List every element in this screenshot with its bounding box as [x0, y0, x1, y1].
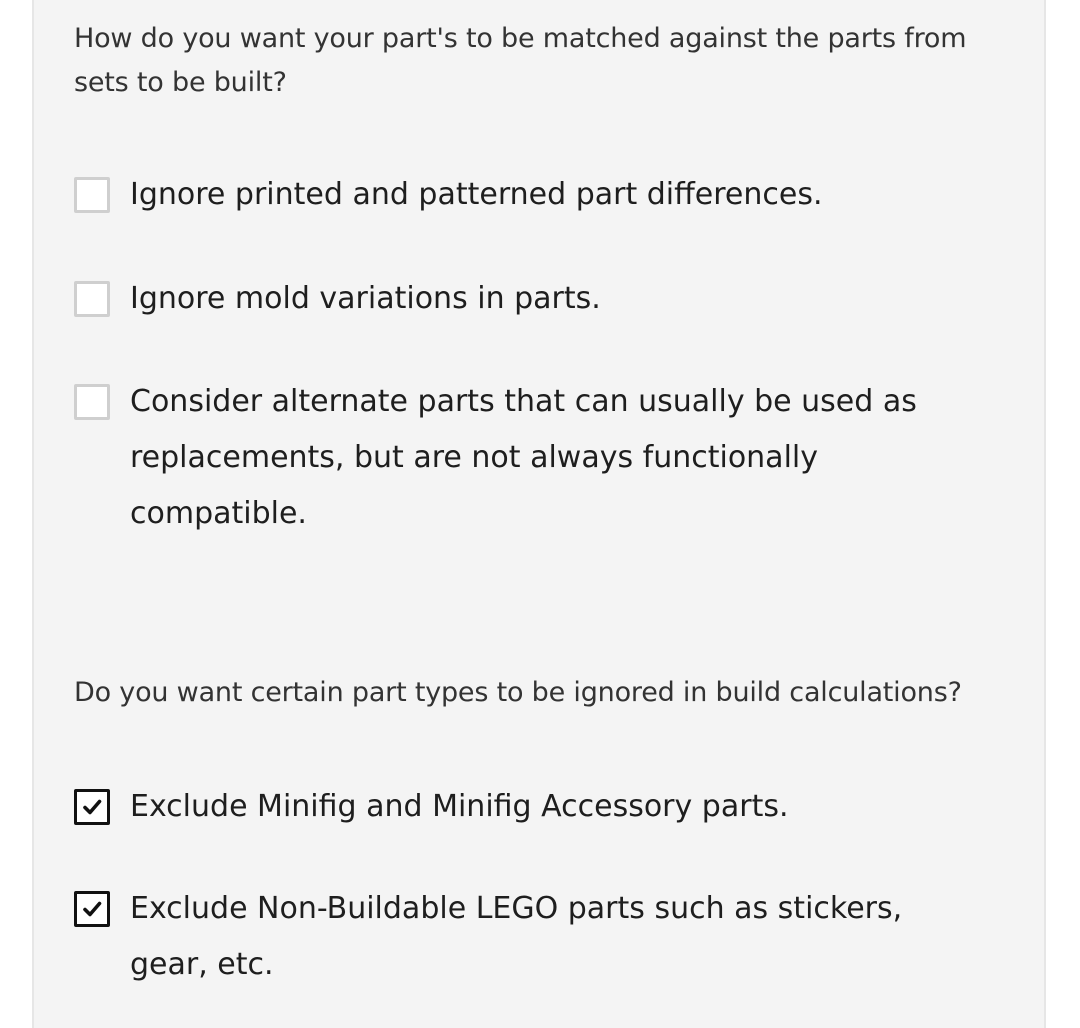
exclusions-question: Do you want certain part types to be ignored in build calculations? — [74, 677, 962, 708]
ignore-mold-checkbox[interactable] — [74, 281, 110, 317]
alternate-parts-label: Consider alternate parts that can usually be used as replacements, but are not always functionally compatible. — [130, 384, 917, 531]
alternate-parts-checkbox[interactable] — [74, 384, 110, 420]
matching-question: How do you want your part's to be matched against the parts from sets to be built? — [74, 23, 967, 98]
exclude-minifig-option[interactable] — [74, 789, 974, 835]
exclude-non-buildable-option[interactable] — [74, 891, 974, 993]
exclude-non-buildable-label: Exclude Non-Buildable LEGO parts such as stickers, gear, etc. — [130, 891, 903, 982]
ignore-printed-option[interactable] — [74, 177, 974, 223]
alternate-parts-option[interactable] — [74, 384, 974, 542]
checkmark-icon — [81, 796, 103, 818]
ignore-mold-option[interactable] — [74, 281, 974, 327]
build-options-panel — [32, 0, 1046, 1028]
ignore-mold-label: Ignore mold variations in parts. — [130, 281, 601, 316]
exclude-minifig-label: Exclude Minifig and Minifig Accessory parts. — [130, 789, 789, 824]
ignore-printed-label: Ignore printed and patterned part differences. — [130, 177, 823, 212]
exclude-minifig-checkbox[interactable] — [74, 789, 110, 825]
ignore-printed-checkbox[interactable] — [74, 177, 110, 213]
checkmark-icon — [81, 898, 103, 920]
exclude-non-buildable-checkbox[interactable] — [74, 891, 110, 927]
